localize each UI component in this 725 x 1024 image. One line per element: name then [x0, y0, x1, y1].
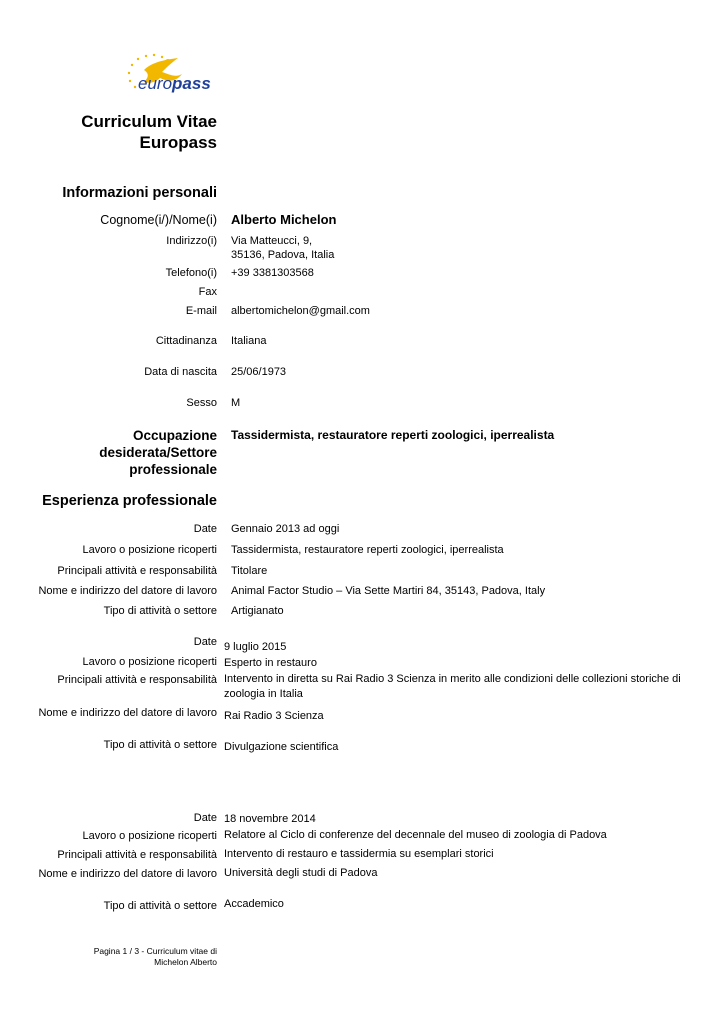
logo-text-euro: euro	[138, 74, 173, 93]
page-footer	[67, 946, 217, 968]
birth-label: Data di nascita	[144, 366, 217, 378]
exp1-employer-label: Nome e indirizzo del datore di lavoro	[38, 585, 217, 597]
exp1-activities-label: Principali attività e responsabilità	[57, 565, 217, 577]
exp2-sector: Divulgazione scientifica	[224, 741, 339, 753]
exp2-position-label: Lavoro o posizione ricoperti	[82, 656, 217, 668]
section-experience: Esperienza professionale	[42, 493, 217, 509]
occupation-label	[99, 427, 217, 478]
exp1-position: Tassidermista, restauratore reperti zoologici, iperrealista	[231, 544, 504, 556]
cv-title	[81, 111, 217, 153]
exp2-sector-label: Tipo di attività o settore	[103, 739, 217, 751]
exp2-employer: Rai Radio 3 Scienza	[224, 710, 324, 722]
exp3-employer-label: Nome e indirizzo del datore di lavoro	[38, 868, 217, 880]
exp2-date: 9 luglio 2015	[224, 641, 287, 653]
occupation-label-line1: Occupazione	[132, 428, 217, 443]
exp3-date: 18 novembre 2014	[224, 813, 316, 825]
exp3-sector: Accademico	[224, 898, 284, 910]
exp3-position: Relatore al Ciclo di conferenze del decennale del museo di zoologia di Padova	[224, 829, 607, 841]
exp1-position-label: Lavoro o posizione ricoperti	[82, 544, 217, 556]
cv-title-line2: Europass	[139, 133, 217, 152]
exp3-activities-label: Principali attività e responsabilità	[57, 849, 217, 861]
exp3-activities: Intervento di restauro e tassidermia su esemplari storici	[224, 848, 494, 860]
exp1-activities: Titolare	[231, 565, 268, 577]
europass-logo	[124, 52, 212, 102]
address-line2: 35136, Padova, Italia	[231, 249, 335, 261]
exp1-sector-label: Tipo di attività o settore	[103, 605, 217, 617]
occupation-label-line2: desiderata/Settore	[99, 445, 217, 460]
citizenship-label: Cittadinanza	[155, 335, 217, 347]
occupation-label-line3: professionale	[129, 462, 217, 477]
occupation-value: Tassidermista, restauratore reperti zoologici, iperrealista	[231, 428, 555, 442]
address-line1: Via Matteucci, 9,	[231, 235, 313, 247]
exp2-date-label: Date	[193, 636, 217, 648]
phone-label: Telefono(i)	[165, 267, 217, 279]
exp3-sector-label: Tipo di attività o settore	[103, 900, 217, 912]
cv-title-line1: Curriculum Vitae	[81, 112, 217, 131]
email-value: albertomichelon@gmail.com	[231, 305, 370, 317]
exp1-date: Gennaio 2013 ad oggi	[231, 523, 340, 535]
exp3-position-label: Lavoro o posizione ricoperti	[82, 830, 217, 842]
name-label: Cognome(i/)/Nome(i)	[100, 213, 217, 227]
exp1-date-label: Date	[193, 523, 217, 535]
section-personal-info: Informazioni personali	[62, 185, 217, 201]
fax-label: Fax	[198, 286, 217, 298]
logo-text-pass: pass	[172, 74, 211, 93]
exp1-employer: Animal Factor Studio – Via Sette Martiri 84, 35143, Padova, Italy	[231, 585, 546, 597]
birth-value: 25/06/1973	[231, 366, 287, 378]
sex-label: Sesso	[186, 397, 217, 409]
phone-value: +39 3381303568	[231, 267, 314, 279]
exp1-sector: Artigianato	[231, 605, 284, 617]
exp2-employer-label: Nome e indirizzo del datore di lavoro	[38, 707, 217, 719]
sex-value: M	[231, 397, 241, 409]
email-label: E-mail	[185, 305, 217, 317]
exp2-position: Esperto in restauro	[224, 657, 317, 669]
footer-line1: Pagina 1 / 3 - Curriculum vitae di	[93, 946, 217, 956]
exp2-activities: Intervento in diretta su Rai Radio 3 Scienza in merito alle condizioni delle collezioni storiche di zoologia in Italia	[224, 673, 681, 700]
exp3-date-label: Date	[193, 812, 217, 824]
name-value: Alberto Michelon	[231, 212, 337, 227]
citizenship-value: Italiana	[231, 335, 267, 347]
exp3-employer: Università degli studi di Padova	[224, 867, 378, 879]
address-label: Indirizzo(i)	[166, 235, 217, 247]
footer-line2: Michelon Alberto	[154, 957, 217, 967]
exp2-activities-label: Principali attività e responsabilità	[57, 674, 217, 686]
